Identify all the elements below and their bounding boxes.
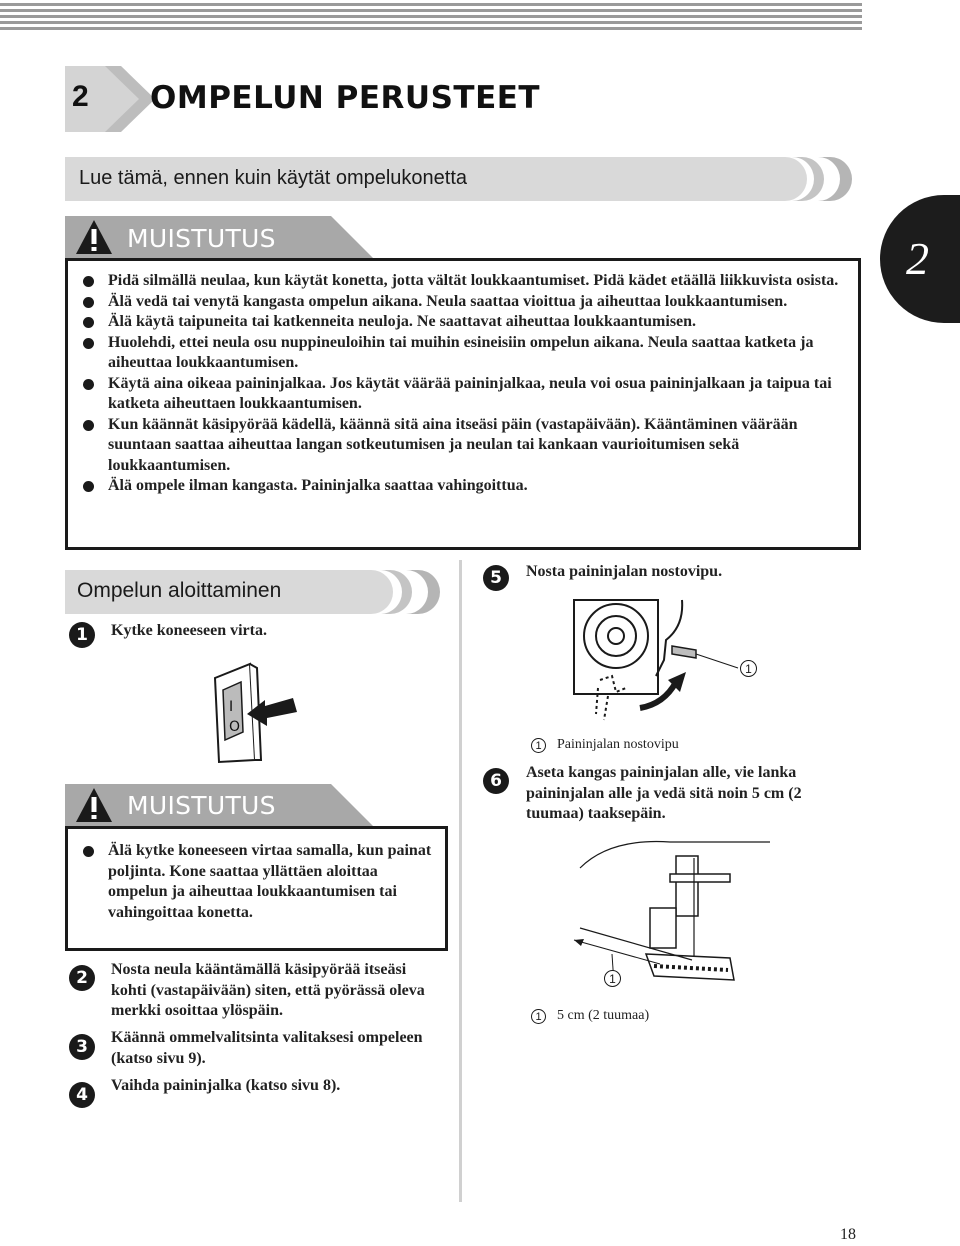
power-switch-illustration (205, 662, 305, 766)
bullet-icon (83, 846, 94, 857)
page-number: 18 (840, 1226, 856, 1243)
step-text: Nosta paininjalan nostovipu. (526, 563, 723, 580)
list-item: Älä ompele ilman kangasta. Paininjalka saattaa vahingoittua. (68, 476, 844, 497)
bullet-icon (83, 276, 94, 287)
bullet-icon (83, 420, 94, 431)
presser-foot-lever-illustration (560, 596, 760, 736)
step-badge: 1 (69, 622, 95, 648)
bullet-icon (83, 481, 94, 492)
caption-number: 1 (531, 738, 546, 753)
side-tab-number: 2 (906, 233, 929, 284)
caution-box (65, 258, 861, 550)
chapter-number: 2 (72, 80, 89, 113)
bullet-icon (83, 379, 94, 390)
chapter-title: OMPELUN PERUSTEET (150, 80, 541, 116)
list-item: Käytä aina oikeaa paininjalkaa. Jos käytät väärää paininjalkaa, neula voi osua paininjalkaan ja taipua tai katketa aiheuttaen loukkaantumisen. (68, 374, 844, 415)
section-bar-caps-icon (378, 570, 448, 614)
step-text: Nosta neula kääntämällä käsipyörää itseäsi kohti (vastapäivään) siten, että pyörässä oleva merkki osoittaa ylöspäin. (111, 961, 425, 1019)
step-badge: 2 (69, 965, 95, 991)
figure-caption: 5 cm (2 tuumaa) (557, 1008, 650, 1023)
column-divider (459, 560, 462, 1202)
caution-label: MUISTUTUS (127, 791, 276, 820)
callout-number: 1 (740, 660, 757, 677)
step-badge: 4 (69, 1082, 95, 1108)
step-text: Vaihda paininjalka (katso sivu 8). (111, 1077, 341, 1094)
list-item: Älä kytke koneeseen virtaa samalla, kun painat poljinta. Kone saattaa yllättäen aloittaa ompelun ja aiheuttaa loukkaantumisen tai vahingoittaa konetta. (68, 841, 435, 923)
list-item: Pidä silmällä neulaa, kun käytät konetta, jotta vältät loukkaantumiset. Pidä kädet etäällä liikkuvista osista. (68, 271, 844, 292)
step-badge: 3 (69, 1034, 95, 1060)
section-bar-caps-icon (790, 157, 860, 201)
section-title: Ompelun aloittaminen (77, 579, 282, 602)
warning-icon (74, 218, 114, 256)
list-item: Kun käännät käsipyörää kädellä, käännä sitä aina itseäsi päin (vastapäivään). Kääntäminen väärään suuntaan saattaa aiheuttaa langan sotkeutumisen ja neulan tai kankaan vaurioitumisen sekä loukkaantumisen. (68, 415, 844, 477)
caution-list (68, 261, 858, 497)
step-badge: 6 (483, 768, 509, 794)
list-item: Älä vedä tai venytä kangasta ompelun aikana. Neula saattaa vioittua ja aiheuttaa loukkaantumisen. (68, 292, 844, 313)
callout-number: 1 (604, 970, 621, 987)
caution-label: MUISTUTUS (127, 224, 276, 253)
bullet-icon (83, 297, 94, 308)
step-text: Kytke koneeseen virta. (111, 622, 267, 639)
switch-off-label: O (229, 719, 241, 735)
list-item: Älä käytä taipuneita tai katkenneita neuloja. Ne saattavat aiheuttaa loukkaantumisen. (68, 312, 844, 333)
warning-icon (74, 786, 114, 824)
thread-pulling-illustration (570, 838, 770, 1008)
caption-number: 1 (531, 1009, 546, 1024)
bullet-icon (83, 317, 94, 328)
step-text: Aseta kangas paininjalan alle, vie lanka paininjalan alle ja vedä sitä noin 5 cm (2 tuumaa) taaksepäin. (526, 764, 802, 822)
header-stripes (0, 0, 862, 34)
caution-list (68, 829, 445, 923)
switch-on-label: I (229, 699, 234, 715)
section-title: Lue tämä, ennen kuin käytät ompelukonetta (79, 167, 468, 189)
list-item: Huolehdi, ettei neula osu nuppineuloihin tai muihin esineisiin ompelun aikana. Neula saattaa katketa ja aiheuttaa loukkaantumisen. (68, 333, 844, 374)
figure-caption: Paininjalan nostovipu (557, 737, 679, 752)
step-text: Käännä ommelvalitsinta valitaksesi ompeleen (katso sivu 9). (111, 1029, 423, 1067)
caution-box (65, 826, 448, 951)
step-badge: 5 (483, 565, 509, 591)
bullet-icon (83, 338, 94, 349)
